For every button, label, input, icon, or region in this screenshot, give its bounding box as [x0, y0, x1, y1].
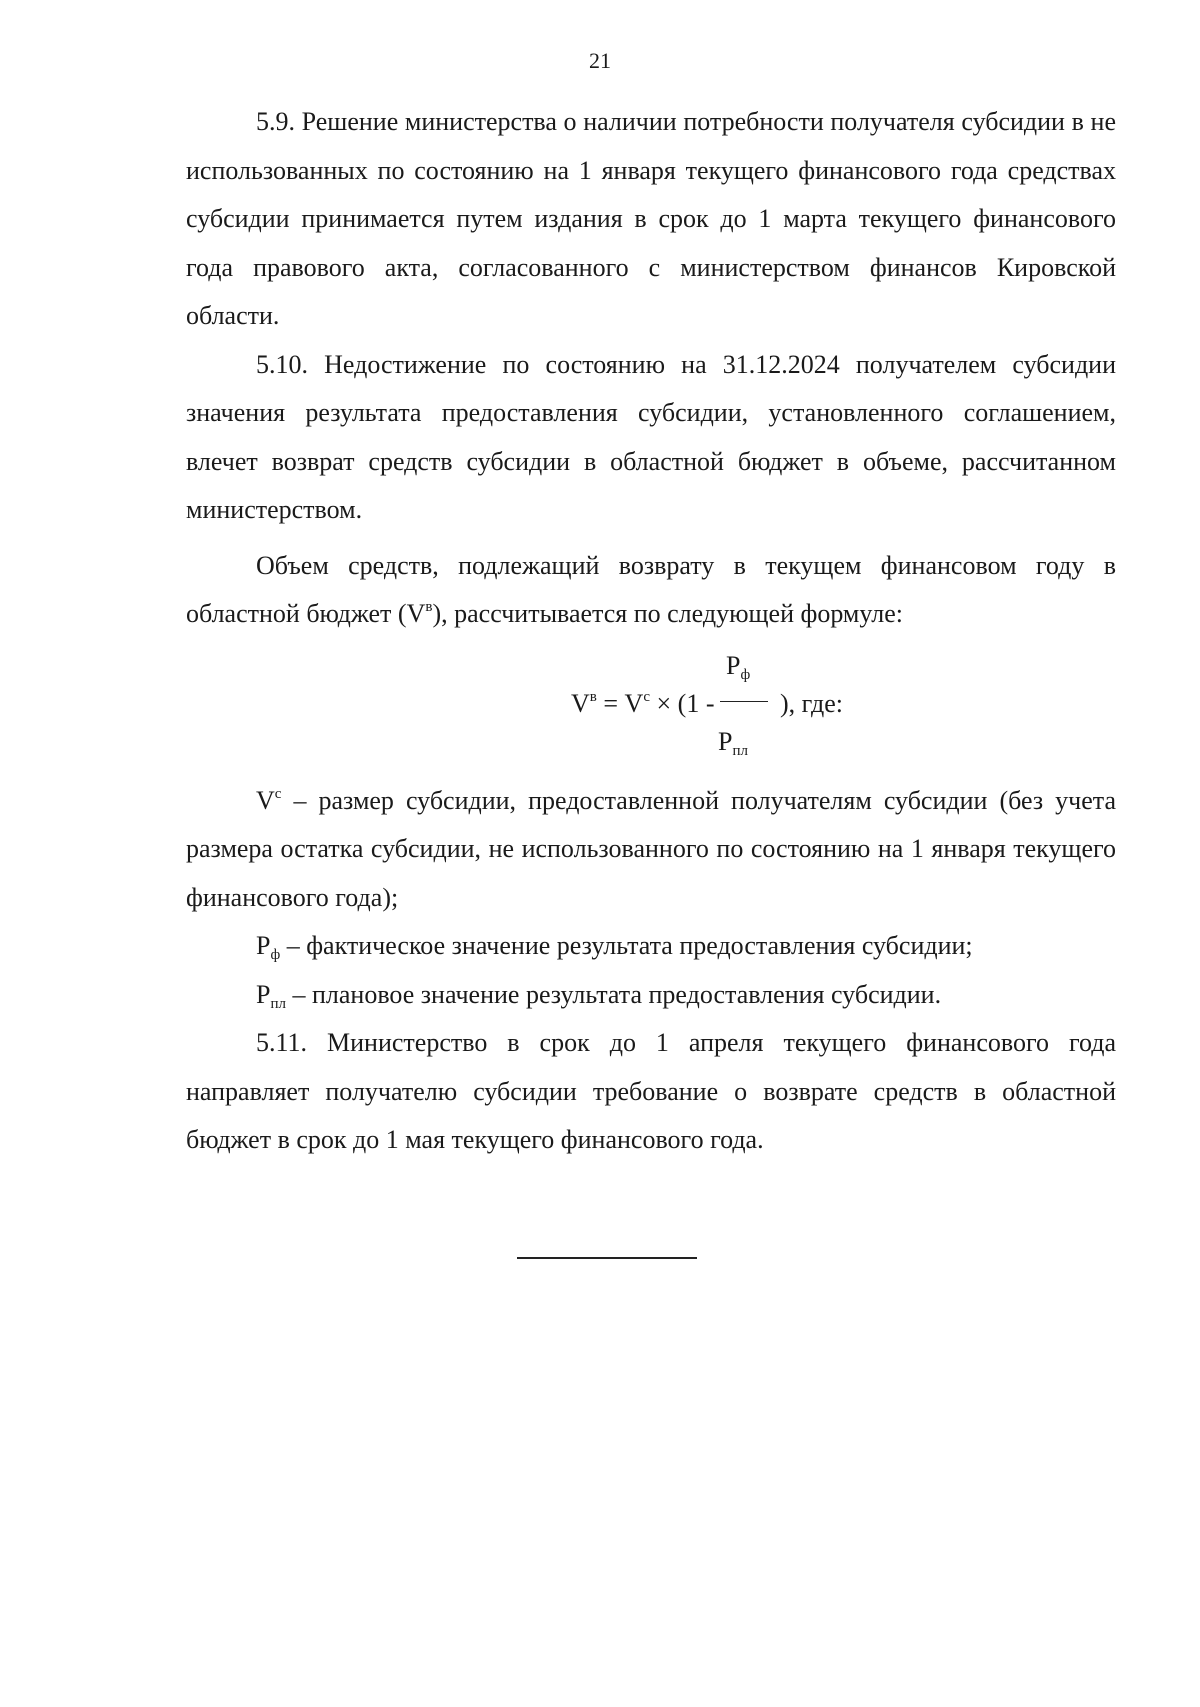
formula-denominator — [718, 727, 748, 757]
paragraph-5-10: 5.10. Недостижение по состоянию на 31.12.2024 получателем субсидии значения результата предоставления субсидии, установленного соглашением, влечет возврат средств субсидии в областной бюджет в объеме, рассчитанном министерством. — [186, 349, 1116, 524]
definition-pf — [186, 922, 1116, 971]
formula-equals: = V — [596, 688, 644, 718]
page-number: 21 — [589, 48, 611, 73]
formula-vc-superscript: с — [643, 688, 650, 705]
formula-v-superscript: в — [589, 688, 597, 705]
denominator-subscript: пл — [732, 742, 748, 759]
definition-vc — [186, 777, 1116, 923]
definition-vc-superscript: с — [274, 785, 282, 802]
denominator-symbol: Р — [718, 726, 733, 756]
formula-v-symbol: V — [571, 688, 590, 718]
definition-vc-symbol: V — [256, 785, 275, 815]
paragraph-5-9: 5.9. Решение министерства о наличии потребности получателя субсидии в не использованных по состоянию на 1 января текущего финансового года средствах субсидии принимается путем издания в срок до 1 марта текущего финансового года правового акта, согласованного с министерством финансов Кировской области. — [186, 107, 1116, 330]
numerator-subscript: ф — [740, 666, 751, 683]
formula-numerator — [726, 651, 750, 681]
return-volume-text-end: ), рассчитывается по следующей формуле: — [432, 599, 903, 628]
formula-fraction-bar — [720, 701, 768, 702]
document-body — [186, 98, 1116, 1165]
paragraph-5-11: 5.11. Министерство в срок до 1 апреля текущего финансового года направляет получателю субсидии требование о возврате средств в областной бюджет в срок до 1 мая текущего финансового года. — [186, 1028, 1116, 1154]
formula-left-part — [571, 689, 714, 719]
definition-ppl-symbol: Р — [256, 979, 271, 1009]
definition-vc-text: – размер субсидии, предоставленной получателям субсидии (без учета размера остатка субсидии, не использованного по состоянию на 1 января текущего финансового года); — [186, 785, 1116, 912]
formula-right-part: ), где: — [780, 688, 844, 718]
definition-pf-subscript: ф — [270, 947, 281, 963]
return-volume-text-start: Объем средств, подлежащий возврату в текущем финансовом году в областной бюджет (V — [186, 550, 1116, 628]
definition-ppl-subscript: пл — [270, 995, 286, 1012]
definition-ppl-text: – плановое значение результата предоставления субсидии. — [285, 979, 942, 1009]
definition-ppl — [186, 971, 1116, 1020]
definition-pf-text: – фактическое значение результата предоставления субсидии; — [280, 931, 973, 960]
return-formula — [186, 649, 1116, 765]
paragraph-return-volume — [186, 542, 1116, 639]
end-separator-line — [517, 1257, 697, 1259]
return-volume-superscript: в — [425, 599, 433, 615]
formula-multiply: × (1 - — [650, 688, 715, 718]
numerator-symbol: Р — [726, 650, 741, 680]
definition-pf-symbol: Р — [256, 931, 271, 960]
